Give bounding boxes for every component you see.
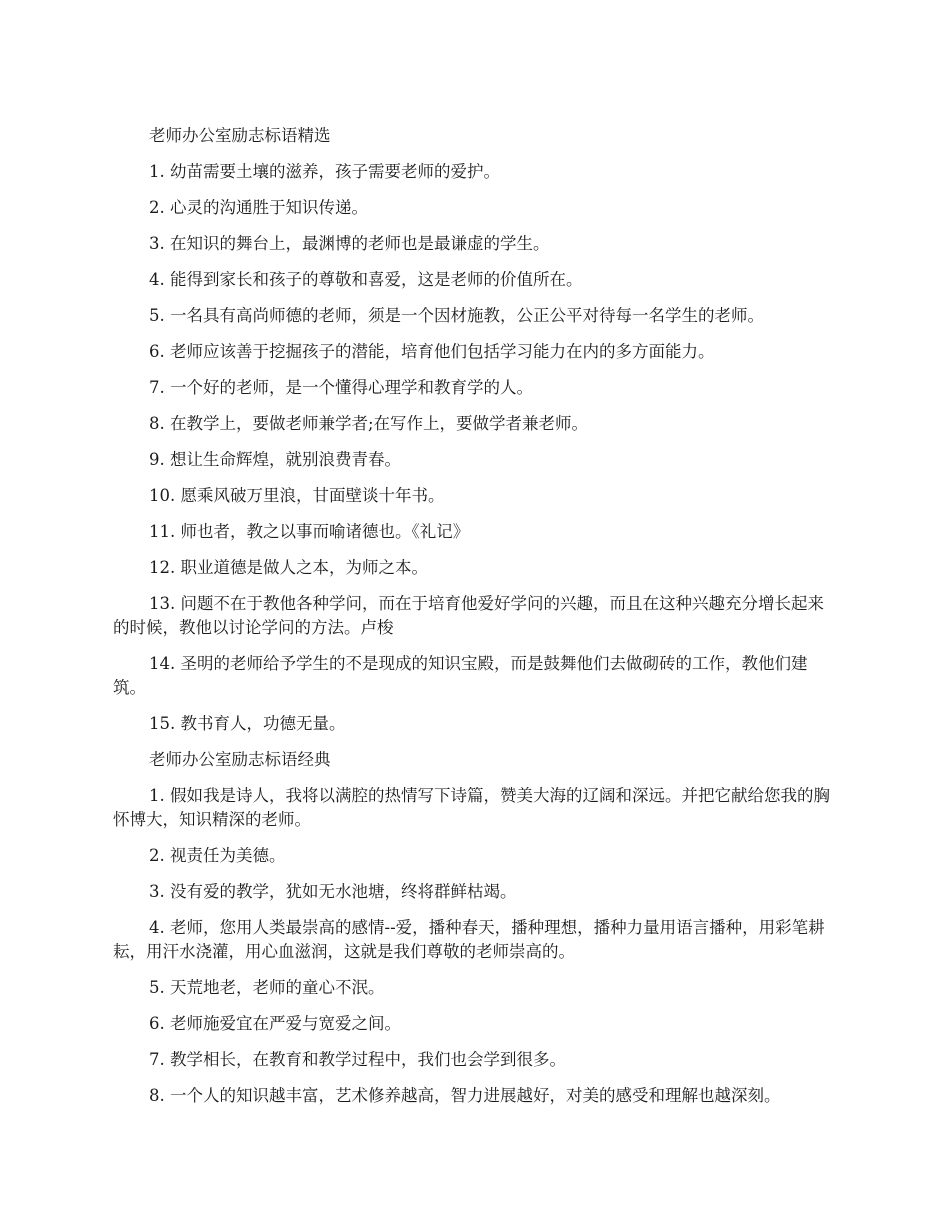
list-item: 7. 教学相长，在教育和教学过程中，我们也会学到很多。 xyxy=(149,1050,566,1069)
list-item: 2. 视责任为美德。 xyxy=(149,846,286,865)
list-item: 2. 心灵的沟通胜于知识传递。 xyxy=(149,198,368,217)
document-page xyxy=(113,124,840,1120)
list-item: 6. 老师应该善于挖掘孩子的潜能，培育他们包括学习能力在内的多方面能力。 xyxy=(149,342,715,361)
list-item: 6. 老师施爱宜在严爱与宽爱之间。 xyxy=(149,1014,401,1033)
list-item: 4. 老师，您用人类最崇高的感情--爱，播种春天，播种理想，播种力量用语言播种，用彩笔耕耘，用汗水浇灌，用心血滋润，这就是我们尊敬的老师崇高的。 xyxy=(113,918,825,961)
list-item: 8. 在教学上，要做老师兼学者;在写作上，要做学者兼老师。 xyxy=(149,414,589,433)
section-heading: 老师办公室励志标语经典 xyxy=(149,750,331,769)
list-item: 1. 假如我是诗人，我将以满腔的热情写下诗篇，赞美大海的辽阔和深远。并把它献给您我的胸怀博大，知识精深的老师。 xyxy=(113,786,830,829)
list-item: 14. 圣明的老师给予学生的不是现成的知识宝殿，而是鼓舞他们去做砌砖的工作，教他们建筑。 xyxy=(113,654,808,697)
list-item: 11. 师也者，教之以事而喻诸德也。《礼记》 xyxy=(149,522,470,541)
list-item: 13. 问题不在于教他各种学问，而在于培育他爱好学问的兴趣，而且在这种兴趣充分增长起来的时候，教他以讨论学问的方法。卢梭 xyxy=(113,594,824,637)
list-item: 12. 职业道德是做人之本，为师之本。 xyxy=(149,558,428,577)
list-item: 5. 天荒地老，老师的童心不泯。 xyxy=(149,978,385,997)
list-item: 15. 教书育人，功德无量。 xyxy=(149,714,346,733)
list-item: 1. 幼苗需要土壤的滋养，孩子需要老师的爱护。 xyxy=(149,162,500,181)
list-item: 10. 愿乘风破万里浪，甘面壁谈十年书。 xyxy=(149,486,445,505)
section-heading: 老师办公室励志标语精选 xyxy=(149,126,331,145)
list-item: 4. 能得到家长和孩子的尊敬和喜爱，这是老师的价值所在。 xyxy=(149,270,583,289)
list-item: 3. 在知识的舞台上，最渊博的老师也是最谦虚的学生。 xyxy=(149,234,550,253)
list-item: 7. 一个好的老师，是一个懂得心理学和教育学的人。 xyxy=(149,378,533,397)
list-item: 9. 想让生命辉煌，就别浪费青春。 xyxy=(149,450,401,469)
list-item: 8. 一个人的知识越丰富，艺术修养越高，智力进展越好，对美的感受和理解也越深刻。 xyxy=(149,1086,781,1105)
list-item: 3. 没有爱的教学，犹如无水池塘，终将群鲜枯竭。 xyxy=(149,882,517,901)
list-item: 5. 一名具有高尚师德的老师，须是一个因材施教，公正公平对待每一名学生的老师。 xyxy=(149,306,764,325)
